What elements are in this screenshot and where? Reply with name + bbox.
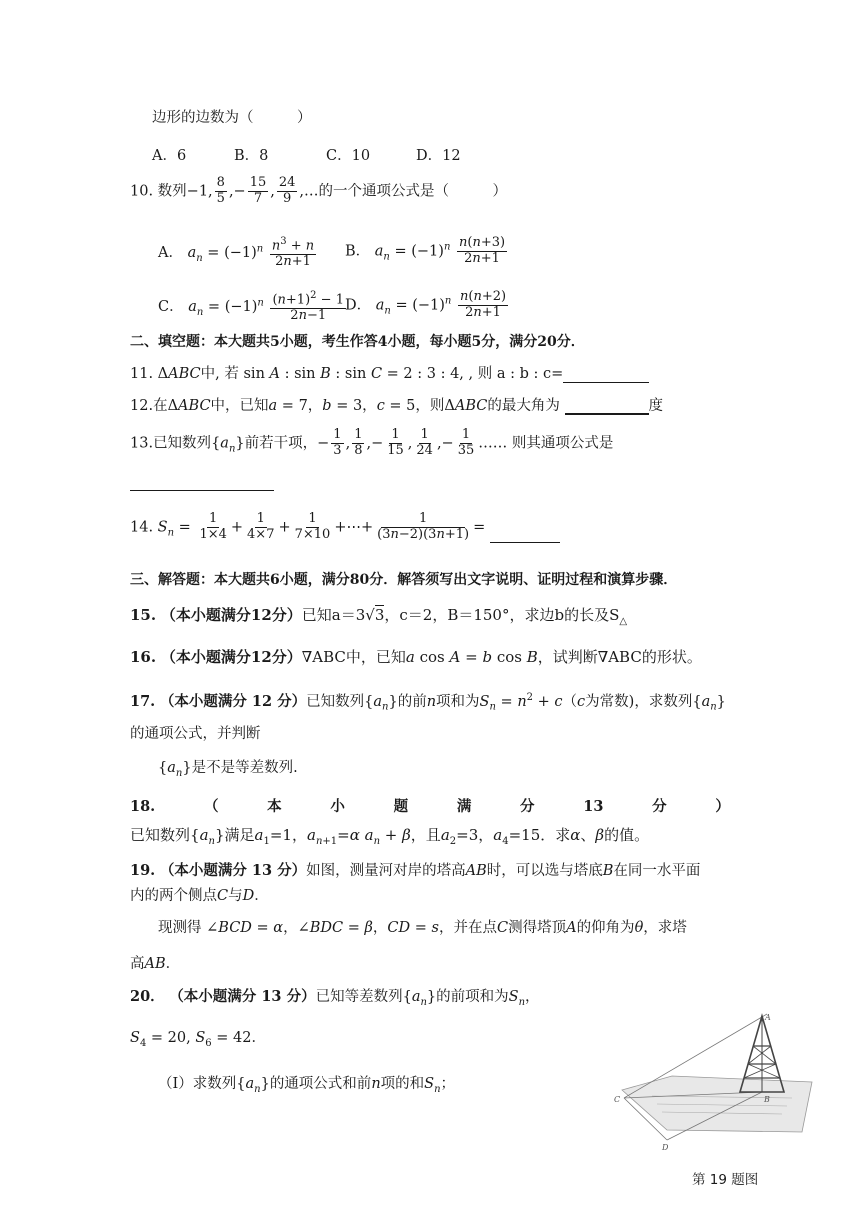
- q19-line3-d: 的仰角为: [576, 920, 635, 936]
- figure-caption: 第 19 题图: [692, 1172, 759, 1188]
- q10-option-c-label: C．: [158, 299, 184, 316]
- q18-number: 18.: [130, 798, 156, 815]
- answer-blank[interactable]: [490, 542, 560, 543]
- q17-line3-text: 是不是等差数列.: [191, 760, 298, 776]
- q10-option-a-label: A．: [158, 245, 183, 262]
- q13-text-a: 已知数列: [153, 435, 212, 452]
- q18-text-b: 满足: [224, 826, 255, 844]
- q17-text-b: 的前: [397, 693, 427, 710]
- q19-line3-a: 现测得: [158, 920, 202, 936]
- q20-line1: 20． （本小题满分 13 分）已知等差数列$\{a_n\}$的前项和为$S_n$，: [130, 988, 540, 1008]
- q20-part1-a: （Ⅰ）求数列: [158, 1076, 237, 1092]
- frac: $\frac{n(n+2)}{2n+1}$: [459, 289, 507, 320]
- q12-unit: 度: [648, 398, 663, 414]
- q15-sub: △: [619, 616, 628, 627]
- q19-line3-c: 测得塔顶: [508, 920, 567, 936]
- answer-blank[interactable]: [130, 490, 274, 491]
- frac: $\frac{1}{35}$: [457, 427, 475, 458]
- q16-tag: （本小题满分12分）: [160, 648, 302, 666]
- q19-line3-e: ，求塔: [643, 920, 687, 936]
- q18-body: 已知数列$\{a_n\}$满足$a_1=1$，$a_{n+1}=\alpha$ $a_n + \beta$，且$a_2=3$，$a_4=15$．求α、β的值。: [130, 826, 650, 847]
- frac: $\frac{1}{8}$: [354, 427, 363, 458]
- q16-number: 16.: [130, 648, 157, 666]
- tower-figure: [612, 1012, 822, 1152]
- q17-line3: $\{a_n\}$是不是等差数列.: [158, 760, 298, 779]
- q19-line1-b: 时，可以选与塔底: [486, 863, 603, 879]
- tower-diagram: [612, 1012, 822, 1152]
- q15: 15. （本小题满分12分）已知a＝3√3，c＝2，B＝150°，求边b的长及$S_\triangle$: [130, 606, 628, 627]
- q16-text-b: ，试判断∇ABC的形状。: [537, 648, 702, 666]
- q15-text-a: 已知a＝3: [301, 606, 366, 624]
- q18-tag-char: 本: [267, 798, 282, 815]
- svg-text:A: A: [765, 1013, 771, 1022]
- q10-option-b-label: B．: [345, 243, 371, 260]
- q10-option-b: B． $a_n = (-1)^n$ $\frac{n(n+3)}{2n+1}$: [345, 235, 506, 266]
- q15-text-b: ，c＝2，B＝150°，求边b的长及S: [384, 606, 620, 624]
- svg-text:C: C: [614, 1095, 621, 1104]
- q10-option-a: A． $a_n = (-1)^n$ $\frac{n^3 + n}{2n+1}$: [158, 236, 315, 270]
- q18-text-a: 已知数列: [130, 826, 191, 844]
- q13: 13.已知数列$\{a_n\}$前若干项，− $\frac{1}{3}$ , $\frac{1}{8}$ ,− $\frac{1}{15}$ , $\frac{1}{24}$ ,− $\frac{1}{35}$ …… 则其通项公式是: [130, 427, 614, 458]
- q19-line1-text: 如图，测量河对岸的塔高: [306, 863, 466, 879]
- q19-tag: （本小题满分 13 分）: [159, 862, 307, 879]
- q18-text-c: ，且: [410, 826, 441, 844]
- frac: $\frac{8}{5}$: [216, 175, 225, 206]
- q18-tag-char: 小: [330, 798, 345, 815]
- q19-line3-b: ，并在点: [438, 920, 497, 936]
- frac: $\frac{1}{24}$: [416, 427, 433, 458]
- q12-number: 12.: [130, 398, 154, 414]
- q14: 14. $S_n$ = $\frac{1}{1\times 4}$ + $\frac{1}{4\times 7}$ + $\frac{1}{7\times 10}$ +⋯+ $\frac{1}{(3n-2)(3n+1)}$ =: [130, 512, 560, 543]
- q10-option-d-label: D．: [345, 297, 372, 314]
- q18-tag-char: 分: [520, 798, 535, 815]
- q18-tag-char: 题: [393, 798, 409, 815]
- q10-stem: 10. 数列−1, $\frac{8}{5}$ ,− $\frac{15}{7}$ , $\frac{24}{9}$ ,…的一个通项公式是（ ）: [130, 175, 508, 206]
- svg-text:D: D: [662, 1143, 669, 1152]
- frac: $\frac{1}{15}$: [387, 427, 404, 458]
- q17-text-d: （: [562, 693, 578, 710]
- q11-text-a: 中, 若: [200, 366, 239, 382]
- q11-number: 11.: [130, 366, 154, 382]
- q18-tag-char: 满: [456, 798, 472, 815]
- frac: $\frac{1}{7\times 10}$: [294, 511, 331, 542]
- q12-text-d: 的最大角为: [487, 398, 560, 414]
- q17-tag: （本小题满分 12 分）: [159, 692, 307, 710]
- q9-option-a: A．6: [152, 148, 187, 164]
- q18-tag-char: 分: [652, 798, 667, 815]
- frac: $\frac{1}{4\times 7}$: [247, 511, 275, 542]
- q16: 16. （本小题满分12分）∇ABC中，已知a cos A = b cos B，试判断∇ABC的形状。: [130, 648, 702, 666]
- section-2-heading: 二、填空题：本大题共5小题，考生作答4小题，每小题5分，满分20分．: [130, 334, 585, 350]
- svg-text:B: B: [764, 1095, 770, 1104]
- q19-line2-a: 内的两个侧点: [130, 888, 217, 904]
- q19-line3: 现测得 ∠BCD = α，∠BDC = β，CD = s，并在点C测得塔顶A的仰角为θ，求塔: [158, 920, 687, 936]
- answer-blank[interactable]: [563, 382, 649, 383]
- q9-option-b: B．8: [234, 148, 269, 164]
- q18-text-e: 的值。: [604, 826, 650, 844]
- frac: $\frac{24}{9}$: [278, 175, 296, 206]
- q12-text-b: 中，已知: [210, 398, 269, 414]
- q20-part1-c: 项的和: [380, 1076, 425, 1092]
- q18-text-d: 求: [555, 826, 571, 844]
- q17-line1: 17. （本小题满分 12 分）已知数列$\{a_n\}$的前n项和为$S_n = n^2 + c(c$为常数)，求数列$\{a_n\}$: [130, 692, 726, 713]
- q16-text-a: ∇ABC中，已知: [301, 648, 406, 666]
- frac: $\frac{15}{7}$: [249, 175, 267, 206]
- q18-header: [130, 798, 730, 815]
- frac: $\frac{n^3 + n}{2n+1}$: [271, 236, 315, 270]
- q9-option-d: D．12: [416, 148, 461, 164]
- q20-part1: （Ⅰ）求数列$\{a_n\}$的通项公式和前n项的和$S_n$；: [158, 1076, 456, 1095]
- q9-option-c: C．10: [326, 148, 371, 164]
- q20-tag: （本小题满分 13 分）: [169, 988, 316, 1005]
- q12-text-a: 在: [153, 398, 168, 414]
- q17-number: 17.: [130, 692, 156, 710]
- q20-text-a: 已知等差数列: [315, 989, 403, 1005]
- q17-line2: 的通项公式，并判断: [130, 726, 261, 742]
- q9-continuation: 边形的边数为（ ）: [152, 110, 312, 126]
- q10-option-d: D． $a_n = (-1)^n$ $\frac{n(n+2)}{2n+1}$: [345, 289, 507, 320]
- q18-tag-char: ）: [715, 798, 730, 815]
- q19-line4: 高AB．: [130, 956, 181, 972]
- q13-text-c: …… 则其通项公式是: [478, 435, 614, 452]
- q15-tag: （本小题满分12分）: [160, 606, 302, 624]
- q19-line2-b: 与: [228, 888, 243, 904]
- q14-number: 14.: [130, 519, 154, 536]
- q12: 12.在ΔABC中，已知a = 7，b = 3，c = 5，则ΔABC的最大角为 度: [130, 398, 663, 414]
- q18-tag-char: （: [203, 798, 219, 815]
- q12-text-c: ，则: [415, 398, 445, 414]
- q10-stem-post: …的一个通项公式是（ ）: [304, 183, 508, 200]
- q10-option-c: C． $a_n = (-1)^n$ $\frac{(n+1)^2 - 1}{2n-1}$: [158, 290, 344, 324]
- q17-text-c: 项和为: [436, 693, 480, 710]
- frac: $\frac{(n+1)^2 - 1}{2n-1}$: [272, 290, 344, 324]
- q11-text-b: , 则 a : b : c=: [468, 366, 564, 382]
- q17-text-e: 为常数)，求数列: [585, 693, 693, 710]
- q13-text-b: 前若干项，: [244, 435, 318, 452]
- q20-text-b: 的前项和为: [436, 989, 509, 1005]
- frac: $\frac{1}{3}$: [333, 427, 342, 458]
- q13-answer-line: [130, 474, 274, 491]
- frac: $\frac{n(n+3)}{2n+1}$: [459, 235, 506, 266]
- q19-number: 19.: [130, 862, 156, 879]
- q18-tag-char: 13: [583, 798, 604, 815]
- q10-number: 10.: [130, 183, 154, 200]
- q15-number: 15.: [130, 606, 157, 624]
- q19-line4-text: 高: [130, 956, 145, 972]
- q19-line2: 内的两个侧点C与D．: [130, 888, 269, 904]
- q20-line2: $S_4 = 20$, $S_6 = 42$．: [130, 1030, 266, 1049]
- frac: $\frac{1}{(3n-2)(3n+1)}$: [377, 511, 470, 542]
- q20-number: 20．: [130, 988, 165, 1005]
- section-3-heading: 三、解答题：本大题共6小题，满分80分．解答须写出文字说明、证明过程和演算步骤．: [130, 572, 678, 588]
- q11: 11. ΔABC中, 若 sin A : sin B : sin C = 2 : 3 : 4, , 则 a : b : c=: [130, 366, 649, 383]
- frac: $\frac{1}{1\times 4}$: [199, 511, 227, 542]
- q10-stem-pre: 数列: [157, 183, 187, 200]
- q13-number: 13.: [130, 435, 154, 452]
- q19-line1-c: 在同一水平面: [613, 863, 701, 879]
- answer-blank[interactable]: [565, 413, 649, 415]
- q20-part1-b: 的通项公式和前: [269, 1076, 372, 1092]
- q9-options: [152, 148, 461, 165]
- q17-text-a: 已知数列: [306, 693, 365, 710]
- q19-line1: 19. （本小题满分 13 分）如图，测量河对岸的塔高AB时，可以选与塔底B在同一水平面: [130, 862, 701, 879]
